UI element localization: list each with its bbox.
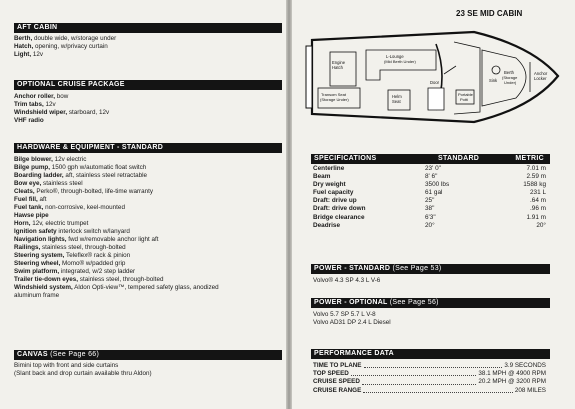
table-row: Dry weight 3500 lbs 1588 kg	[313, 181, 546, 189]
table-row: Deadrise 20° 20°	[313, 221, 546, 229]
aft-cabin-list	[14, 35, 116, 59]
power-standard-list	[313, 277, 380, 285]
list-item: Navigation lights, fwd w/removable anchor light aft	[14, 236, 159, 243]
optional-cruise-list	[14, 93, 109, 125]
page-gutter	[286, 0, 292, 409]
list-item: Berth, double wide, w/storage under	[14, 35, 117, 42]
list-item: Fuel fill, aft	[14, 196, 47, 203]
list-item: aluminum frame	[14, 292, 60, 299]
list-item: (Slant back and drop curtain available thru Aldon)	[14, 370, 152, 378]
hardware-list	[14, 156, 219, 300]
performance-header: PERFORMANCE DATA	[311, 349, 550, 359]
table-row: CRUISE RANGE 208 MILES	[313, 386, 546, 394]
table-row: Centerline 23' 0" 7.01 m	[313, 165, 546, 172]
diagram-label-berth: Berth	[504, 70, 515, 75]
specs-table	[313, 165, 546, 230]
table-row: Draft: drive up 25" .64 m	[313, 197, 546, 205]
list-item: Hatch, opening, w/privacy curtain	[14, 43, 108, 51]
diagram-label-berth-3: Under)	[504, 80, 517, 85]
power-optional-header: POWER - OPTIONAL (See Page 56)	[311, 298, 550, 308]
diagram-label-berth-2: (Storage	[502, 75, 518, 80]
diagram-label-lounge: L-Lounge	[386, 54, 404, 59]
list-item: Windshield wiper, starboard, 12v	[14, 109, 110, 117]
list-item: Volvo® 4.3 SP 4.3 L V-6	[313, 277, 381, 284]
list-item: Steering system, Teleflex® rack & pinion	[14, 252, 131, 259]
list-item: Hawse pipe	[14, 212, 49, 219]
list-item: Boarding ladder, aft, stainless steel retractable	[14, 172, 147, 179]
list-item: Trim tabs, 12v	[14, 101, 56, 109]
cabin-wall	[454, 42, 480, 114]
diagram-label-lounge-2: (Mid Berth Under)	[384, 59, 416, 64]
hardware-header: HARDWARE & EQUIPMENT - STANDARD	[14, 143, 282, 153]
diagram-label-anchor: Anchor	[534, 71, 548, 76]
dash	[428, 88, 444, 110]
table-row: Draft: drive down 38" .96 m	[313, 205, 546, 213]
list-item: Cleats, Perko®, through-bolted, life-time warranty	[14, 188, 154, 195]
table-row: TOP SPEED 38.1 MPH @ 4900 RPM	[313, 370, 546, 378]
list-item: Fuel tank, non-corrosive, keel-mounted	[14, 204, 125, 211]
diagram-label-helm-2: Seat	[392, 99, 401, 104]
aft-cabin-header: AFT CABIN	[14, 23, 282, 33]
swim-platform	[306, 46, 312, 108]
sink-basin	[492, 66, 500, 74]
table-row: Bridge clearance 6'3" 1.91 m	[313, 213, 546, 221]
list-item: Railings, stainless steel, through-bolted	[14, 244, 126, 251]
power-standard-header: POWER - STANDARD (See Page 53)	[311, 264, 550, 274]
diagram-label-potti-2: Potti	[460, 97, 469, 102]
list-item: Bimini top with front and side curtains	[14, 362, 119, 369]
list-item: Horn, 12v, electric trumpet	[14, 220, 89, 227]
list-item: Windshield system, Aldon Opti-view™, tempered safety glass, anodized	[14, 284, 219, 291]
list-item: VHF radio	[14, 117, 44, 125]
list-item: Swim platform, integrated, w/2 step ladder	[14, 268, 136, 275]
table-row: Fuel capacity 61 gal 231 L	[313, 189, 546, 197]
canvas-header: CANVAS (See Page 66)	[14, 350, 282, 360]
list-item: Volvo 5.7 SP 5.7 L V-8	[313, 311, 376, 318]
diagram-label-engine: Engine	[332, 60, 346, 65]
diagram-label-sink: Sink	[489, 78, 498, 83]
optional-cruise-header: OPTIONAL CRUISE PACKAGE	[14, 80, 282, 90]
table-row: TIME TO PLANE 3.9 SECONDS	[313, 362, 546, 369]
table-row: CRUISE SPEED 20.2 MPH @ 3200 RPM	[313, 378, 546, 386]
specs-header: SPECIFICATIONS STANDARD METRIC	[311, 154, 550, 164]
list-item: Bilge blower, 12v electric	[14, 156, 87, 163]
diagram-label-door: Door	[430, 80, 440, 85]
diagram-label-transom: Transom Seat	[321, 92, 346, 97]
list-item: Bow eye, stainless steel	[14, 180, 83, 187]
diagram-label-anchor-2: Locker	[534, 76, 547, 81]
page-title: 23 SE MID CABIN	[456, 9, 523, 18]
list-item: Bilge pump, 1500 gph w/automatic float switch	[14, 164, 147, 171]
diagram-label-potti: Portable	[458, 92, 473, 97]
list-item: Trailer tie-down eyes, stainless steel, through-bolted	[14, 276, 164, 283]
diagram-label-engine-2: Hatch	[332, 65, 343, 70]
list-item: Steering wheel, Momo® w/padded grip	[14, 260, 126, 267]
list-item: Volvo AD31 DP 2.4 L Diesel	[313, 319, 391, 327]
cabin-door	[444, 66, 456, 74]
table-row: Beam 8' 6" 2.59 m	[313, 173, 546, 181]
list-item: Light, 12v	[14, 51, 44, 59]
deck-layout-diagram	[304, 18, 562, 136]
list-item: Anchor roller, bow	[14, 93, 69, 100]
canvas-list	[14, 362, 152, 378]
performance-table	[313, 362, 546, 395]
list-item: Ignition safety interlock switch w/lanyard	[14, 228, 130, 235]
diagram-label-transom-2: (Storage Under)	[320, 97, 349, 102]
diagram-label-helm: Helm	[392, 94, 402, 99]
power-optional-list	[313, 311, 391, 327]
